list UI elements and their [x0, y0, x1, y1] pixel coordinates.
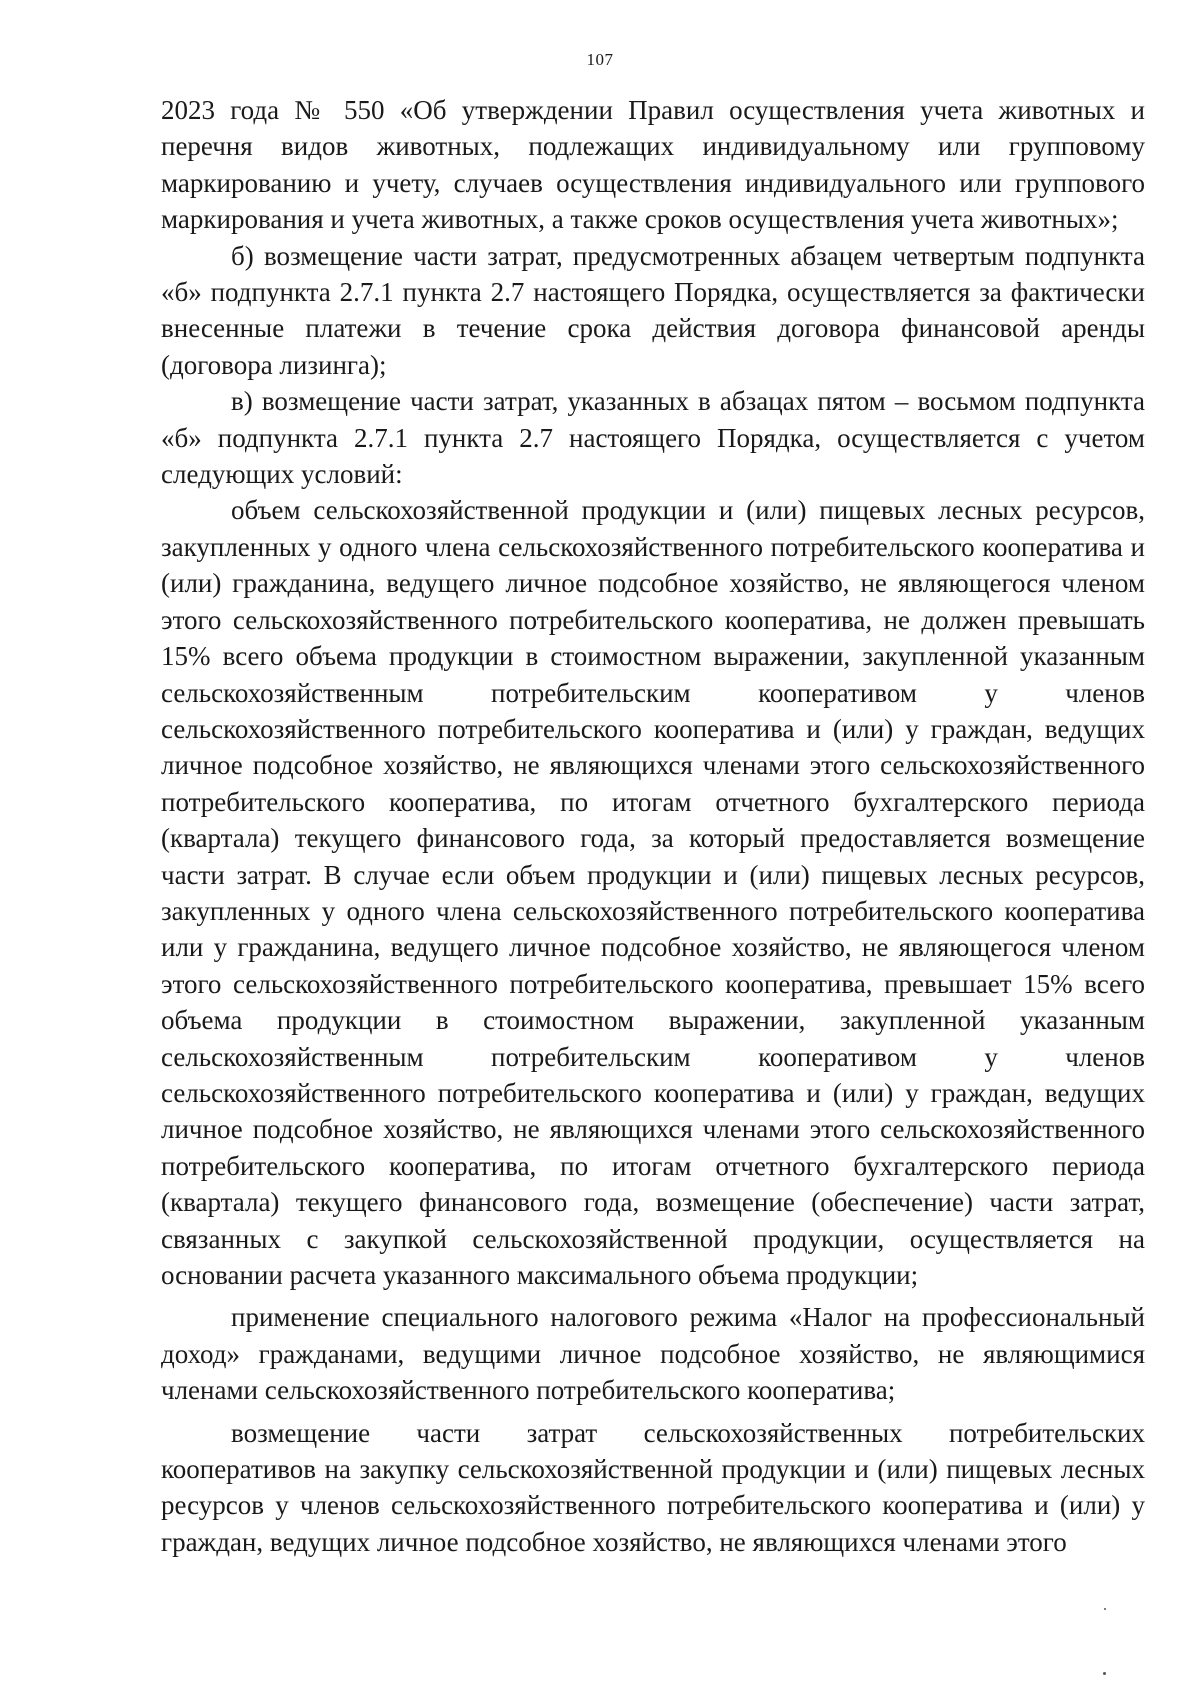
paragraph-v: в) возмещение части затрат, указанных в абзацах пятом – восьмом подпункта «б» подпункта 2.7.1 пункта 2.7 настоящего Порядка, осуществляется с учетом следующих условий: — [161, 386, 1145, 490]
paragraph-volume-condition: объем сельскохозяйственной продукции и (или) пищевых лесных ресурсов, закупленных у одного члена сельскохозяйственного потребительского кооператива и (или) гражданина, ведущего личное подсобное хозяйство, не являющегося членом этого сельскохозяйственного потребительского кооператива, не должен превышать 15% всего объема продукции в стоимостном выражении, закупленной указанным сельскохозяйственным потребительским кооперативом у членов сельскохозяйственного потребительского кооператива и (или) у граждан, ведущих личное подсобное хозяйство, не являющихся членами этого сельскохозяйственного потребительского кооператива, по итогам отчетного бухгалтерского периода (квартала) текущего финансового года, за который предоставляется возмещение части затрат. В случае если объем продукции и (или) пищевых лесных ресурсов, закупленных у одного члена сельскохозяйственного потребительского кооператива или у гражданина, ведущего личное подсобное хозяйство, не являющегося членом этого сельскохозяйственного потребительского кооператива, превышает 15% всего объема продукции в стоимостном выражении, закупленной указанным сельскохозяйственным потребительским кооперативом у членов сельскохозяйственного потребительского кооператива и (или) у граждан, ведущих личное подсобное хозяйство, не являющихся членами этого сельскохозяйственного потребительского кооператива, по итогам отчетного бухгалтерского периода (квартала) текущего финансового года, возмещение (обеспечение) части затрат, связанных с закупкой сельскохозяйственной продукции, осуществляется на основании расчета указанного максимального объема продукции; — [161, 495, 1145, 1290]
page-number: 107 — [586, 50, 614, 69]
scan-speck — [1104, 1608, 1106, 1610]
document-body — [161, 92, 1145, 1560]
paragraph-compensation: возмещение части затрат сельскохозяйственных потребительских кооперативов на закупку сельскохозяйственной продукции и (или) пищевых лесных ресурсов у членов сельскохозяйственного потребительского кооператива и (или) у граждан, ведущих личное подсобное хозяйство, не являющихся членами этого — [161, 1417, 1145, 1557]
paragraph-tax-regime: применение специального налогового режима «Налог на профессиональный доход» гражданами, ведущими личное подсобное хозяйство, не являющимися членами сельскохозяйственного потребительского кооператива; — [161, 1302, 1145, 1406]
paragraph-b: б) возмещение части затрат, предусмотренных абзацем четвертым подпункта «б» подпункта 2.7.1 пункта 2.7 настоящего Порядка, осуществляется за фактически внесенные платежи в течение срока действия договора финансовой аренды (договора лизинга); — [161, 240, 1145, 380]
paragraph-continuation: 2023 года № 550 «Об утверждении Правил осуществления учета животных и перечня видов животных, подлежащих индивидуальному или групповому маркированию и учету, случаев осуществления индивидуального или группового маркирования и учета животных, а также сроков осуществления учета животных»; — [161, 95, 1145, 235]
scan-speck — [1103, 1672, 1106, 1675]
